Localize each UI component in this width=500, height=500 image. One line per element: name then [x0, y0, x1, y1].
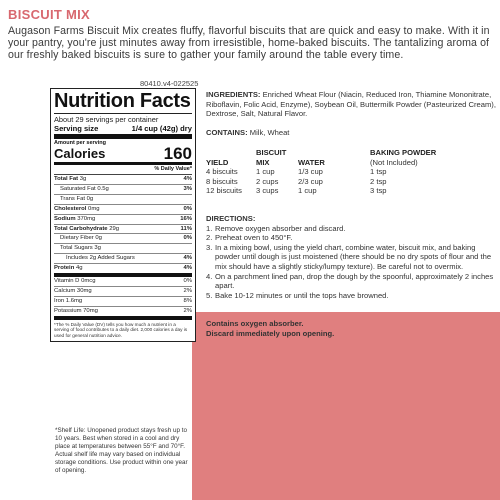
nutrient-row-iron — [54, 297, 192, 307]
baking-powder-cell: 1 tsp — [370, 167, 387, 177]
mix-cell: 3 cups — [256, 186, 279, 196]
yield-cell: 12 biscuits — [206, 186, 242, 196]
water-cell: 1/3 cup — [298, 167, 323, 177]
nutrient-label: Total Sugars — [60, 245, 93, 252]
serving-size-value: 1/4 cup (42g) dry — [131, 124, 192, 133]
nutrient-dv: 0% — [183, 235, 192, 242]
warning-line-1: Contains oxygen absorber. — [206, 319, 304, 328]
nutrient-amount: 0mcg — [81, 278, 96, 285]
nutrition-facts-title: Nutrition Facts — [54, 90, 191, 112]
servings-per-container: About 29 servings per container — [54, 115, 159, 124]
nutrient-dv: 2% — [183, 287, 192, 294]
nutrient-dv: 4% — [183, 265, 192, 272]
nutrient-amount: 29g — [109, 225, 120, 232]
directions-section — [206, 214, 496, 300]
water-column — [298, 148, 325, 196]
serving-size-label: Serving size — [54, 124, 99, 133]
nutrient-row-saturated-fat — [54, 185, 192, 195]
nutrient-amount: 3g — [79, 176, 87, 182]
daily-value-footnote: *The % Daily Value (DV) tells you how much a nutrient in a serving of food contributes to a daily diet. 2,000 calories a day is used for general nutrition advice. — [54, 321, 188, 338]
baking-powder-cell: 2 tsp — [370, 176, 387, 186]
nutrient-dv: 2% — [183, 307, 192, 314]
direction-step: 3. In a mixing bowl, using the yield chart, combine water, biscuit mix, and baking powder until dough is just moistened (there should be no dry spots of flour and the mix should have a slightly sticky/lumpy texture). Be careful not to overmix. — [206, 242, 492, 271]
water-cell: 1 cup — [298, 186, 317, 196]
shelf-life-note: *Shelf Life: Unopened product stays fresh up to 10 years. Best when stored in a cool and dry place at temperatures between 55°F and 70°F. Actual shelf life may vary based on individual storage conditions. Use product within one year of opening. — [55, 427, 188, 474]
nutrient-amount: 70mg — [83, 307, 98, 314]
amount-per-serving: Amount per serving — [54, 140, 106, 146]
nutrient-label: Calcium — [54, 287, 76, 294]
ingredients-section — [206, 90, 496, 119]
contains-text: Milk, Wheat — [249, 128, 290, 137]
direction-step: 1. Remove oxygen absorber and discard. — [206, 223, 346, 233]
baking-powder-header: BAKING POWDER — [370, 148, 437, 157]
nutrient-row-total-carbohydrate — [54, 225, 192, 235]
nutrient-dv: 16% — [180, 215, 192, 222]
nutrient-row-potassium — [54, 307, 192, 320]
daily-value-header: % Daily Value* — [54, 165, 192, 175]
water-header: WATER — [298, 157, 325, 167]
nutrition-facts-panel — [50, 88, 196, 342]
ingredients-label: INGREDIENTS: — [206, 90, 261, 99]
nutrient-row-calcium — [54, 287, 192, 297]
serving-size — [54, 124, 192, 139]
nutrient-label: Total Carbohydrate — [54, 225, 108, 232]
yield-cell: 8 biscuits — [206, 176, 238, 186]
nutrient-label: Vitamin D — [54, 278, 80, 285]
nutrient-label: Iron — [54, 297, 65, 304]
nutrient-dv: 0% — [183, 278, 192, 285]
nutrient-dv: 0% — [183, 205, 192, 212]
nutrient-amount: 0.5g — [97, 185, 109, 192]
nutrient-dv: 3% — [183, 185, 192, 192]
nutrient-row-added-sugars — [54, 254, 192, 264]
yield-column — [206, 148, 242, 196]
nutrient-dv: 4% — [183, 255, 192, 262]
nutrient-dv: 11% — [180, 225, 192, 232]
directions-label: DIRECTIONS: — [206, 214, 256, 223]
baking-powder-column — [370, 148, 436, 196]
biscuit-mix-column — [256, 148, 286, 196]
nutrient-label: Sodium — [54, 215, 76, 222]
nutrient-row-sodium — [54, 215, 192, 225]
direction-step: 5. Bake 10-12 minutes or until the tops have browned. — [206, 290, 389, 300]
nutrient-row-trans-fat — [54, 195, 192, 205]
product-code: 80410.v4-022525 — [140, 79, 199, 88]
baking-powder-cell: 3 tsp — [370, 186, 387, 196]
product-title: BISCUIT MIX — [8, 7, 91, 22]
nutrient-dv: 4% — [183, 176, 192, 182]
product-description: Augason Farms Biscuit Mix creates fluffy, flavorful biscuits that are quick and easy to make. With it in your pantry, you're just minutes away from irresistible, home-baked biscuits. The tantalizing aroma of our freshly baked biscuits is sure to gather your family around the table every time. — [8, 25, 490, 62]
nutrient-label: Dietary Fiber — [60, 235, 94, 242]
direction-step: 2. Preheat oven to 450°F. — [206, 233, 293, 243]
nutrient-row-total-sugars — [54, 244, 192, 254]
oxygen-absorber-warning — [206, 319, 496, 338]
allergen-statement — [206, 128, 289, 137]
mix-cell: 2 cups — [256, 176, 279, 186]
nutrient-amount: 0g — [86, 195, 94, 202]
nutrient-label: Saturated Fat — [60, 185, 96, 192]
nutrient-label: Cholesterol — [54, 205, 87, 212]
direction-step: 4. On a parchment lined pan, drop the dough by the spoonful, approximately 2 inches apart. — [206, 271, 494, 291]
yield-header: YIELD — [206, 157, 229, 167]
nutrient-amount: 1.6mg — [65, 297, 83, 304]
calories-label: Calories — [54, 146, 106, 161]
calories-row — [54, 146, 192, 165]
nutrient-amount: 0mg — [88, 205, 100, 212]
nutrient-row-cholesterol — [54, 205, 192, 215]
calories-value: 160 — [163, 144, 192, 163]
nutrient-amount: 3g — [94, 245, 101, 252]
nutrient-label: Protein — [54, 265, 75, 272]
nutrient-amount: 0g — [95, 235, 102, 242]
ingredients-text: Enriched Wheat Flour (Niacin, Reduced Iron, Thiamine Mononitrate, Riboflavin, Folic Acid, Enzyme), Soybean Oil, Buttermilk Powder (Pasteurized Cream), Dextrose, Salt, Natural Flavor. — [206, 90, 496, 119]
water-cell: 2/3 cup — [298, 176, 323, 186]
mix-header-line1: BISCUIT — [256, 148, 287, 157]
baking-powder-note: (Not Included) — [370, 157, 418, 167]
nutrient-label: Total Fat — [54, 176, 79, 182]
mix-cell: 1 cup — [256, 167, 275, 177]
warning-line-2: Discard immediately upon opening. — [206, 328, 335, 338]
nutrient-label: Includes 2g Added Sugars — [66, 255, 135, 262]
nutrient-row-dietary-fiber — [54, 234, 192, 244]
nutrient-row-vitamin-d — [54, 277, 192, 287]
nutrient-label: Potassium — [54, 307, 82, 314]
yield-cell: 4 biscuits — [206, 167, 238, 177]
nutrient-label: Trans Fat — [60, 195, 85, 202]
contains-label: CONTAINS: — [206, 128, 248, 137]
nutrient-row-protein — [54, 264, 192, 277]
nutrient-dv: 8% — [183, 297, 192, 304]
nutrient-amount: 4g — [75, 265, 83, 272]
nutrient-amount: 30mg — [76, 287, 92, 294]
mix-header-line2: MIX — [256, 157, 270, 167]
nutrient-row-total-fat — [54, 175, 192, 185]
nutrient-amount: 370mg — [77, 215, 96, 222]
